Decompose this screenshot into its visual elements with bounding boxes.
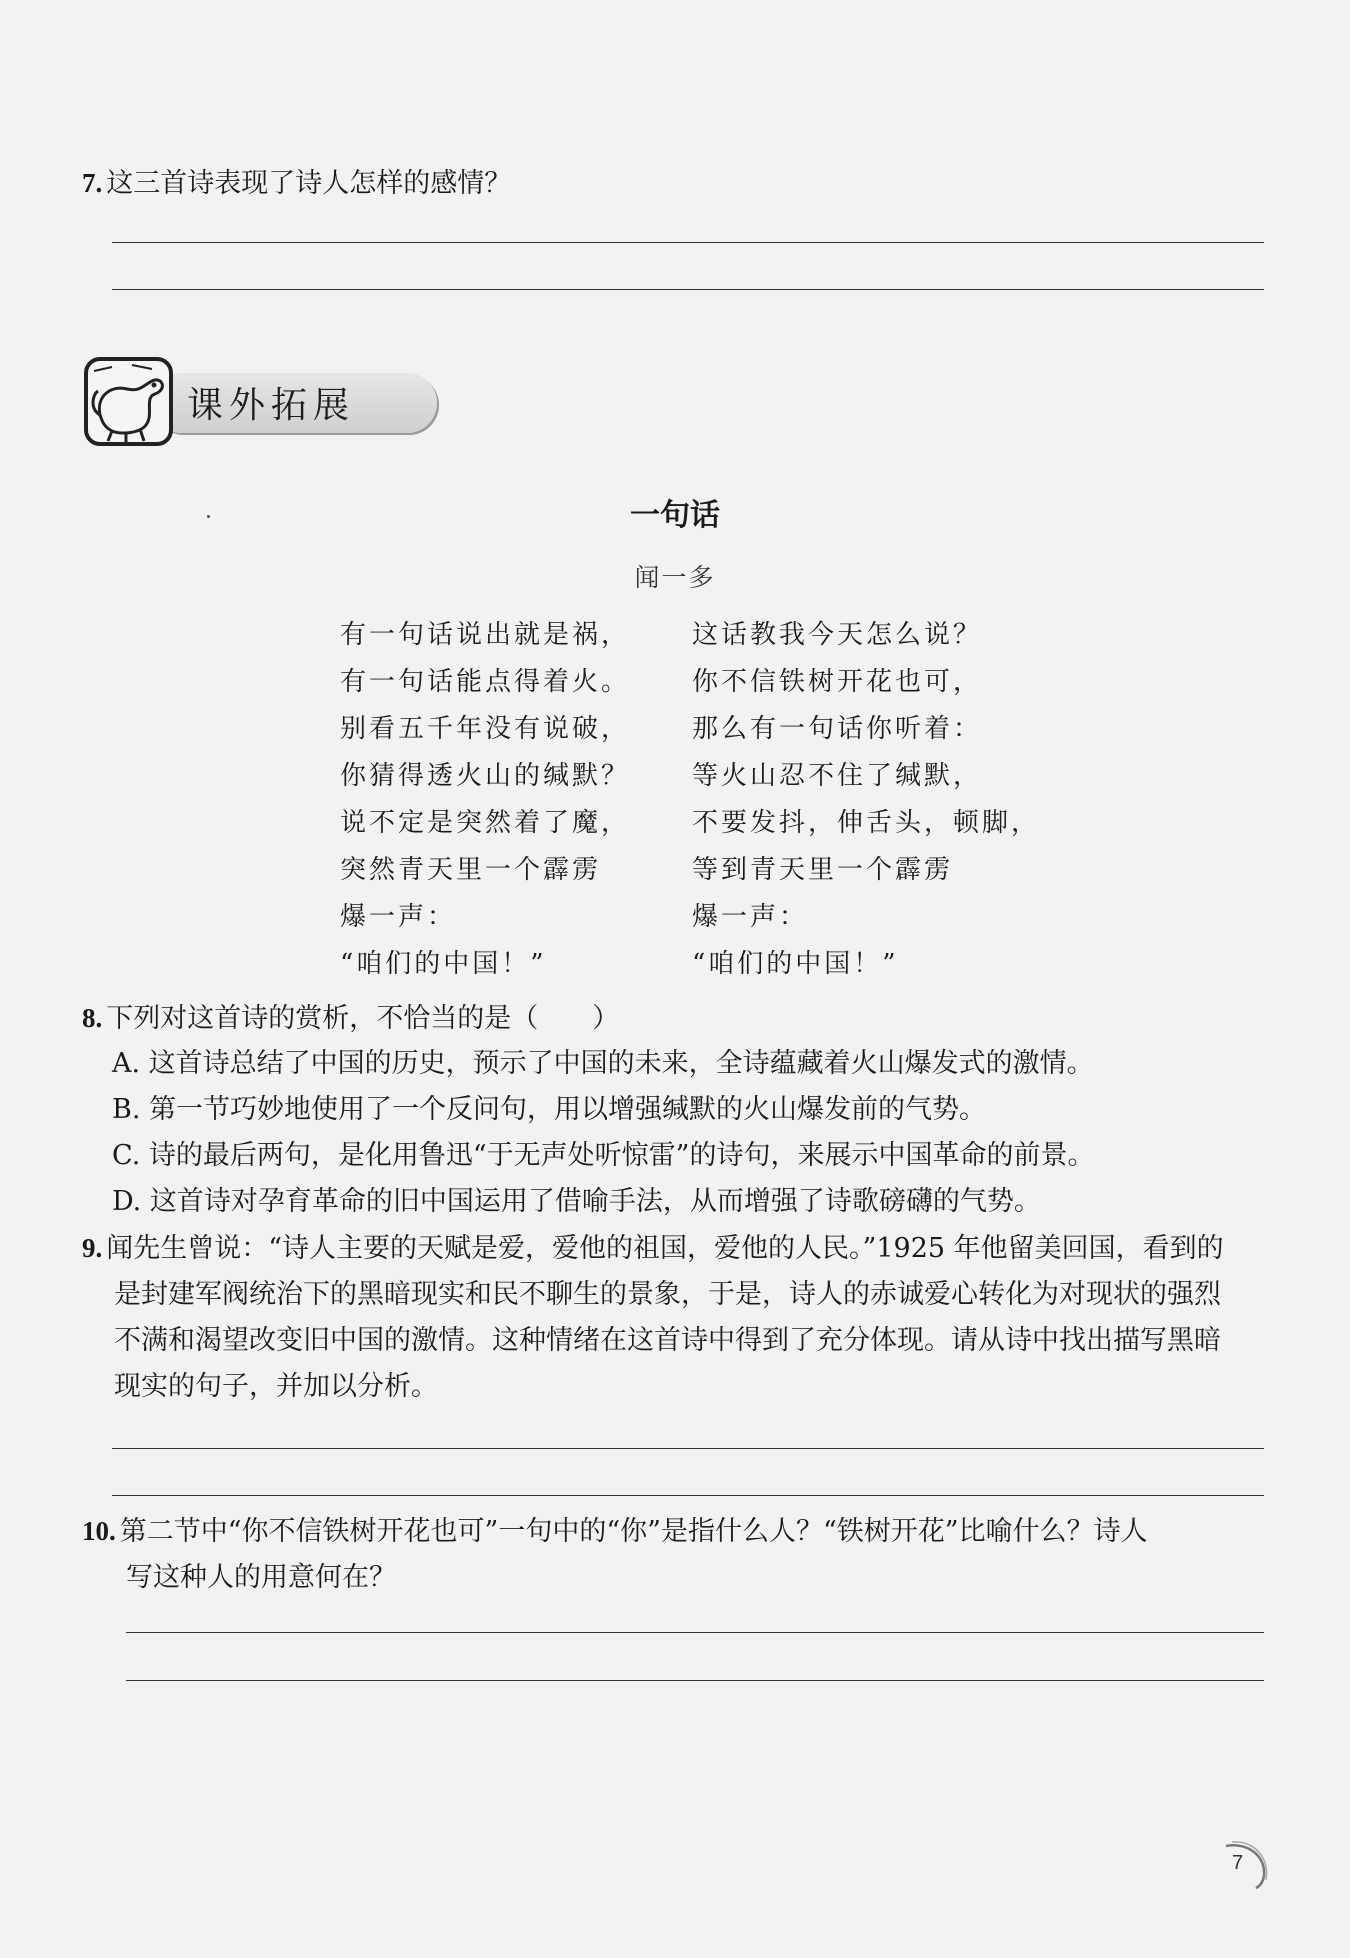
poem-line: 突然青天里一个霹雳 [340,855,602,885]
answer-line[interactable] [112,242,1264,243]
poem-line: “咱们的中国！” [692,949,899,979]
option-c[interactable]: C. 诗的最后两句，是化用鲁迅“于无声处听惊雷”的诗句，来展示中国革命的前景。 [112,1140,1095,1171]
question-text-line: 第二节中“你不信铁树开花也可”一句中的“你”是指什么人？“铁树开花”比喻什么？诗人 [119,1516,1148,1547]
poem-line: 那么有一句话你听着： [692,714,983,744]
poem-line: 别看五千年没有说破， [340,714,631,744]
poem-line: 你猜得透火山的缄默？ [340,761,631,791]
section-header [82,355,362,450]
question-text: 这三首诗表现了诗人怎样的感情？ [106,168,512,199]
question-number: 8. [82,1003,103,1033]
answer-line[interactable] [112,289,1264,290]
question-number: 9. [82,1233,103,1263]
question-number: 7. [82,168,103,198]
poem-title: 一句话 [630,498,720,533]
poem-stanza-2 [692,612,1040,988]
question-text-line: 是封建军阀统治下的黑暗现实和民不聊生的景象，于是，诗人的赤诚爱心转化为对现状的强烈 [114,1279,1221,1310]
poem-line: 你不信铁树开花也可， [692,667,983,697]
poem-line: 爆一声： [692,902,809,932]
answer-line[interactable] [112,1495,1264,1496]
page-corner-swirl-icon [1218,1838,1270,1890]
poem-line: 等火山忍不住了缄默， [692,761,983,791]
poem-line: 说不定是突然着了魔， [340,808,631,838]
poem-line: 不要发抖，伸舌头，顿脚， [692,808,1041,838]
question-number: 10. [82,1516,116,1546]
question-9 [82,1225,1267,1410]
question-10 [82,1508,1267,1601]
question-7 [82,160,1267,207]
poem-stanza-1 [340,612,630,988]
poem-author: 闻一多 [634,563,716,592]
monkey-icon [82,355,177,450]
poem-line: “咱们的中国！” [340,949,547,979]
question-text-line: 写这种人的用意何在？ [126,1562,396,1593]
answer-line[interactable] [126,1680,1264,1681]
page-number: 7 [1232,1852,1244,1874]
answer-line[interactable] [126,1632,1264,1633]
question-text-line: 现实的句子，并加以分析。 [114,1371,438,1402]
question-text: 下列对这首诗的赏析，不恰当的是（ ） [106,1003,620,1034]
poem-line: 有一句话说出就是祸， [340,620,631,650]
option-a[interactable]: A. 这首诗总结了中国的历史，预示了中国的未来，全诗蕴藏着火山爆发式的激情。 [112,1048,1094,1079]
section-title: 课外拓展 [187,385,356,426]
option-b[interactable]: B. 第一节巧妙地使用了一个反问句，用以增强缄默的火山爆发前的气势。 [112,1094,987,1125]
option-d[interactable]: D. 这首诗对孕育革命的旧中国运用了借喻手法，从而增强了诗歌磅礴的气势。 [112,1186,1041,1217]
poem-line: 爆一声： [340,902,457,932]
poem-line: 等到青天里一个霹雳 [692,855,954,885]
answer-line[interactable] [112,1448,1264,1449]
question-8 [82,995,1267,1042]
question-text-line: 不满和渴望改变旧中国的激情。这种情绪在这首诗中得到了充分体现。请从诗中找出描写黑暗 [114,1325,1221,1356]
question-text-line: 闻先生曾说：“诗人主要的天赋是爱，爱他的祖国，爱他的人民。”1925 年他留美回国，看到的 [106,1233,1224,1264]
poem-line: 有一句话能点得着火。 [340,667,631,697]
poem-line: 这话教我今天怎么说？ [692,620,983,650]
